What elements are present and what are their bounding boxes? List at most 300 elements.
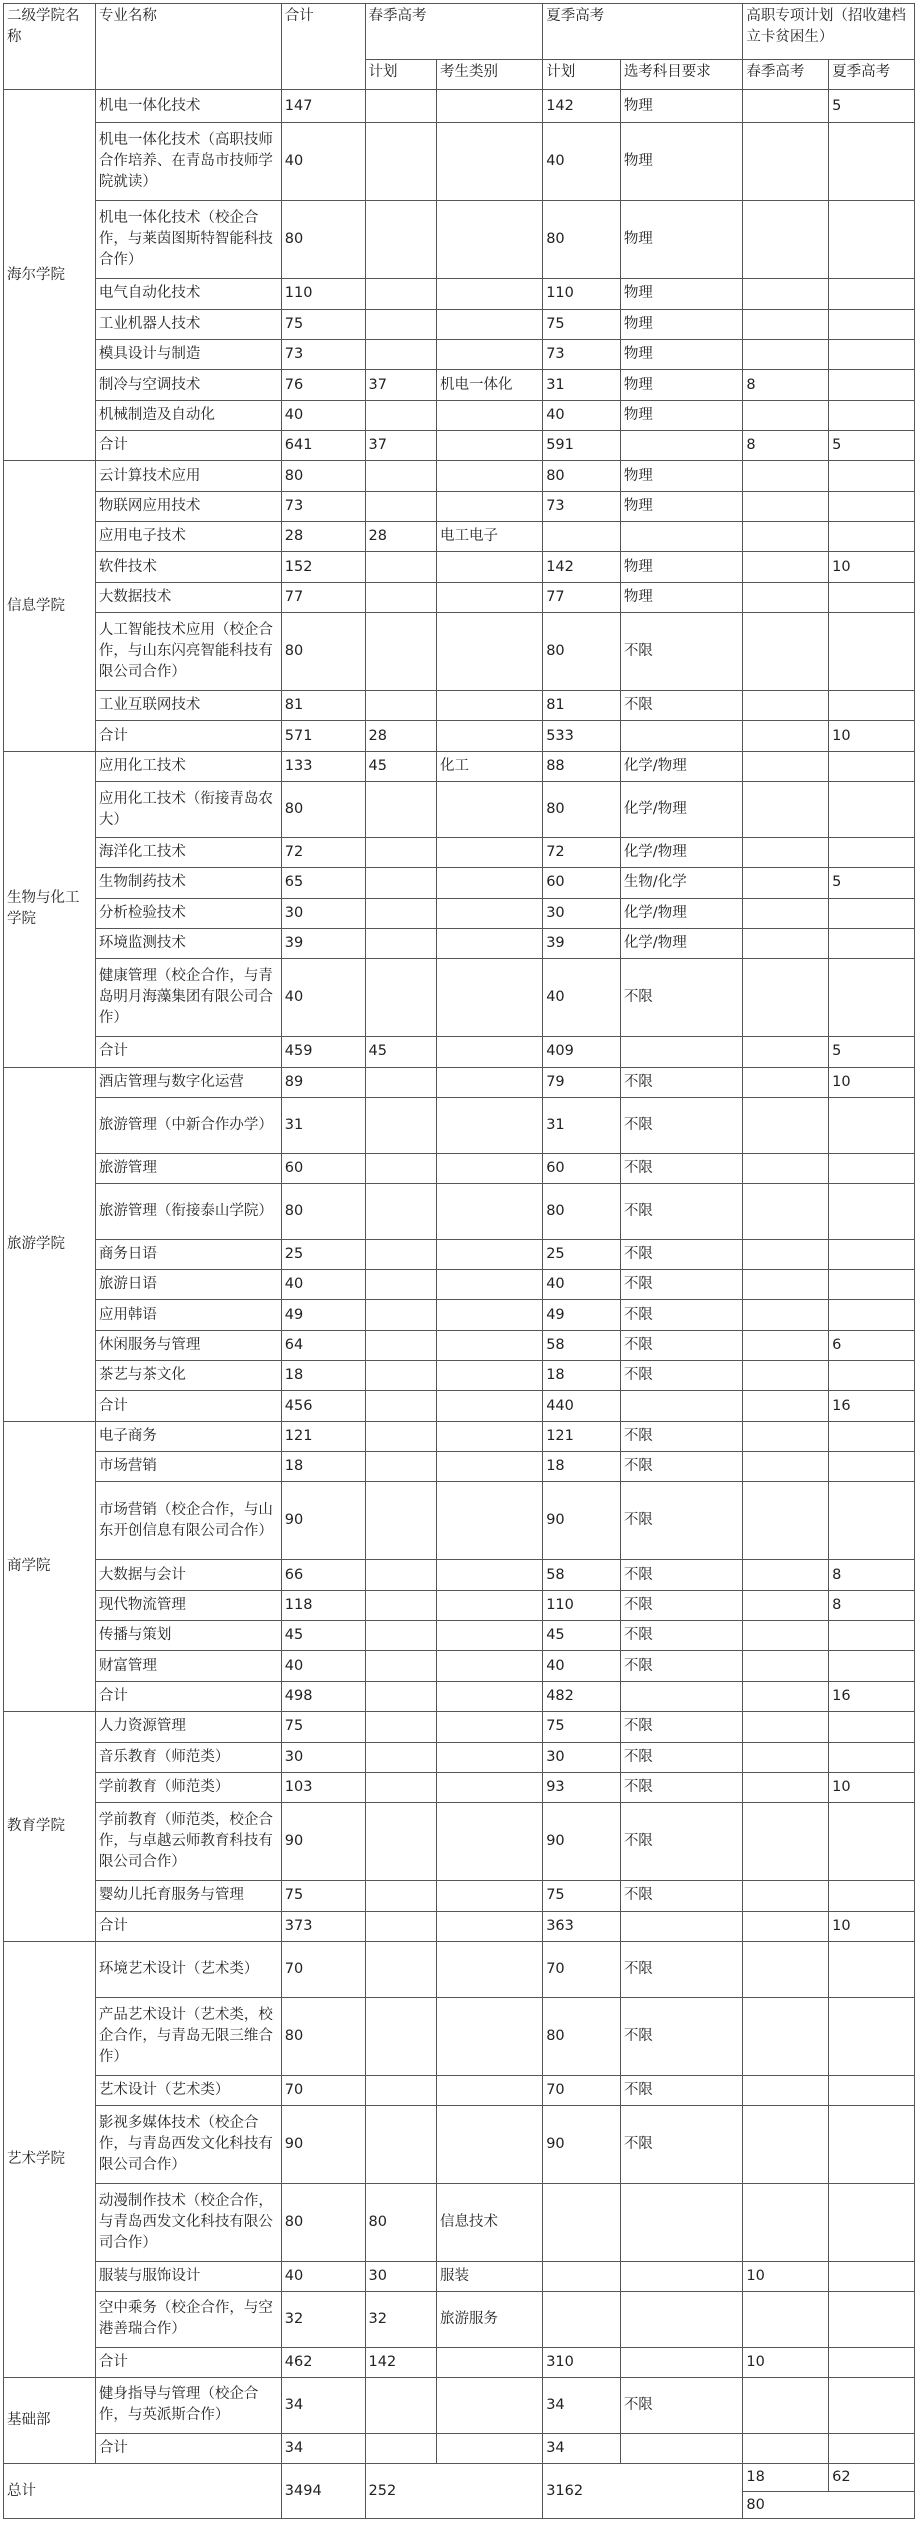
spring-plan <box>365 1391 436 1421</box>
vocational-spring <box>743 1037 829 1067</box>
spring-plan <box>365 1067 436 1097</box>
spring-plan <box>365 339 436 369</box>
spring-plan <box>365 691 436 721</box>
major-name: 软件技术 <box>95 552 281 582</box>
major-name: 健康管理（校企合作，与青岛明月海藻集团有限公司合作） <box>95 959 281 1037</box>
major-name: 婴幼儿托育服务与管理 <box>95 1881 281 1911</box>
major-name: 传播与策划 <box>95 1621 281 1651</box>
subject-requirement: 化学/物理 <box>620 751 743 781</box>
summer-plan: 88 <box>543 751 621 781</box>
summer-plan <box>543 2183 621 2261</box>
total-count: 30 <box>281 898 365 928</box>
summer-plan: 75 <box>543 1712 621 1742</box>
major-name: 生物制药技术 <box>95 868 281 898</box>
total-count: 65 <box>281 868 365 898</box>
subject-requirement: 不限 <box>620 1621 743 1651</box>
vocational-spring <box>743 522 829 552</box>
major-name: 学前教育（师范类，校企合作，与卓越云师教育科技有限公司合作） <box>95 1803 281 1881</box>
spring-category <box>437 1941 543 1997</box>
spring-category <box>437 2347 543 2377</box>
vocational-summer <box>829 2347 915 2377</box>
total-count: 64 <box>281 1330 365 1360</box>
spring-plan <box>365 837 436 867</box>
table-row <box>4 1651 915 1681</box>
spring-plan <box>365 279 436 309</box>
enrollment-plan-table <box>3 3 915 2519</box>
vocational-spring <box>743 2433 829 2463</box>
spring-category <box>437 339 543 369</box>
table-row <box>4 898 915 928</box>
major-name: 应用化工技术 <box>95 751 281 781</box>
spring-plan <box>365 491 436 521</box>
summer-plan: 30 <box>543 898 621 928</box>
subject-requirement: 不限 <box>620 1452 743 1482</box>
subject-requirement <box>620 2292 743 2348</box>
spring-category <box>437 1712 543 1742</box>
subject-requirement: 不限 <box>620 1239 743 1269</box>
summer-plan: 79 <box>543 1067 621 1097</box>
subject-requirement: 不限 <box>620 1590 743 1620</box>
major-name: 大数据技术 <box>95 582 281 612</box>
vocational-summer: 10 <box>829 721 915 751</box>
vocational-summer <box>829 1997 915 2075</box>
spring-plan <box>365 1153 436 1183</box>
summer-plan: 60 <box>543 868 621 898</box>
total-count: 571 <box>281 721 365 751</box>
total-count: 81 <box>281 691 365 721</box>
vocational-spring <box>743 2292 829 2348</box>
table-row <box>4 1330 915 1360</box>
spring-plan <box>365 309 436 339</box>
table-row <box>4 1300 915 1330</box>
major-name: 应用化工技术（衔接青岛农大） <box>95 782 281 838</box>
vocational-spring <box>743 1421 829 1451</box>
vocational-summer <box>829 1941 915 1997</box>
major-name: 环境艺术设计（艺术类） <box>95 1941 281 1997</box>
spring-plan <box>365 1651 436 1681</box>
total-count: 34 <box>281 2378 365 2434</box>
college-name: 教育学院 <box>4 1712 96 1942</box>
subject-requirement <box>620 1037 743 1067</box>
vocational-spring <box>743 1452 829 1482</box>
spring-plan <box>365 2105 436 2183</box>
vocational-summer <box>829 1269 915 1299</box>
header-spring-category: 考生类别 <box>437 59 543 89</box>
spring-plan <box>365 1183 436 1239</box>
spring-category <box>437 1590 543 1620</box>
grand-total-count: 3494 <box>281 2464 365 2519</box>
table-row <box>4 552 915 582</box>
total-count: 60 <box>281 1153 365 1183</box>
vocational-summer <box>829 491 915 521</box>
grand-total-summer: 3162 <box>543 2464 743 2519</box>
summer-plan: 75 <box>543 309 621 339</box>
spring-plan: 30 <box>365 2261 436 2291</box>
major-name: 艺术设计（艺术类） <box>95 2075 281 2105</box>
vocational-summer: 5 <box>829 1037 915 1067</box>
spring-category <box>437 123 543 201</box>
table-row <box>4 2292 915 2348</box>
header-spring-exam: 春季高考 <box>365 4 543 60</box>
vocational-summer <box>829 1300 915 1330</box>
major-name: 分析检验技术 <box>95 898 281 928</box>
total-count: 121 <box>281 1421 365 1451</box>
vocational-spring <box>743 1391 829 1421</box>
header-major: 专业名称 <box>95 4 281 90</box>
vocational-spring <box>743 279 829 309</box>
vocational-spring <box>743 2183 829 2261</box>
vocational-spring <box>743 898 829 928</box>
spring-plan <box>365 1997 436 2075</box>
subject-requirement: 不限 <box>620 1421 743 1451</box>
vocational-spring <box>743 1330 829 1360</box>
summer-plan: 80 <box>543 1997 621 2075</box>
spring-plan: 45 <box>365 1037 436 1067</box>
major-name: 空中乘务（校企合作，与空港善瑞合作） <box>95 2292 281 2348</box>
total-count: 80 <box>281 1997 365 2075</box>
spring-plan <box>365 959 436 1037</box>
summer-plan: 31 <box>543 370 621 400</box>
vocational-spring <box>743 491 829 521</box>
spring-category <box>437 868 543 898</box>
summer-plan: 34 <box>543 2378 621 2434</box>
spring-category <box>437 2378 543 2434</box>
major-name: 合计 <box>95 431 281 461</box>
spring-plan <box>365 898 436 928</box>
header-vocational-plan: 高职专项计划（招收建档立卡贫困生） <box>743 4 915 60</box>
total-count: 133 <box>281 751 365 781</box>
grand-total-label: 总计 <box>4 2464 282 2519</box>
major-name: 学前教育（师范类） <box>95 1772 281 1802</box>
table-row <box>4 1712 915 1742</box>
vocational-spring <box>743 1183 829 1239</box>
total-count: 34 <box>281 2433 365 2463</box>
spring-category <box>437 582 543 612</box>
table-row <box>4 582 915 612</box>
table-row <box>4 959 915 1037</box>
spring-category <box>437 959 543 1037</box>
total-count: 80 <box>281 613 365 691</box>
major-name: 商务日语 <box>95 1239 281 1269</box>
table-row <box>4 837 915 867</box>
subject-requirement: 不限 <box>620 1881 743 1911</box>
vocational-spring <box>743 1941 829 1997</box>
subject-requirement: 不限 <box>620 1742 743 1772</box>
vocational-spring <box>743 959 829 1037</box>
major-name: 合计 <box>95 1037 281 1067</box>
major-name: 产品艺术设计（艺术类，校企合作，与青岛无限三维合作） <box>95 1997 281 2075</box>
vocational-spring <box>743 1742 829 1772</box>
total-count: 73 <box>281 339 365 369</box>
header-row-1 <box>4 4 915 60</box>
spring-category <box>437 1269 543 1299</box>
table-row <box>4 1742 915 1772</box>
subject-requirement: 物理 <box>620 400 743 430</box>
vocational-summer <box>829 1239 915 1269</box>
vocational-spring <box>743 2075 829 2105</box>
spring-category: 电工电子 <box>437 522 543 552</box>
summer-plan: 30 <box>543 1742 621 1772</box>
major-name: 合计 <box>95 1681 281 1711</box>
table-row <box>4 2261 915 2291</box>
total-count: 40 <box>281 2261 365 2291</box>
major-name: 服装与服饰设计 <box>95 2261 281 2291</box>
vocational-spring <box>743 461 829 491</box>
spring-plan: 37 <box>365 370 436 400</box>
summer-plan: 39 <box>543 928 621 958</box>
vocational-spring <box>743 1651 829 1681</box>
summer-plan: 18 <box>543 1452 621 1482</box>
spring-category <box>437 279 543 309</box>
subject-requirement: 不限 <box>620 1097 743 1153</box>
spring-plan <box>365 2075 436 2105</box>
spring-category <box>437 1067 543 1097</box>
vocational-summer <box>829 1452 915 1482</box>
vocational-summer <box>829 837 915 867</box>
spring-category <box>437 1097 543 1153</box>
subject-requirement: 不限 <box>620 1803 743 1881</box>
subject-requirement: 不限 <box>620 2075 743 2105</box>
table-row <box>4 370 915 400</box>
vocational-summer: 10 <box>829 1067 915 1097</box>
spring-category <box>437 400 543 430</box>
table-row <box>4 1941 915 1997</box>
spring-category <box>437 898 543 928</box>
subject-requirement: 物理 <box>620 461 743 491</box>
vocational-summer <box>829 1621 915 1651</box>
summer-plan: 75 <box>543 1881 621 1911</box>
subject-requirement: 不限 <box>620 2105 743 2183</box>
spring-category <box>437 2075 543 2105</box>
grand-total-vocational-spring: 18 <box>743 2464 829 2492</box>
total-count: 40 <box>281 400 365 430</box>
subtotal-row <box>4 2347 915 2377</box>
spring-category: 机电一体化 <box>437 370 543 400</box>
major-name: 休闲服务与管理 <box>95 1330 281 1360</box>
grand-total-row <box>4 2464 915 2492</box>
vocational-summer: 8 <box>829 1590 915 1620</box>
vocational-summer <box>829 1361 915 1391</box>
grand-total-vocational-sum: 80 <box>743 2492 915 2519</box>
header-spring-plan: 计划 <box>365 59 436 89</box>
header-vocational-summer: 夏季高考 <box>829 59 915 89</box>
spring-category <box>437 1997 543 2075</box>
spring-category <box>437 431 543 461</box>
subject-requirement: 不限 <box>620 1941 743 1997</box>
spring-category <box>437 90 543 123</box>
spring-plan <box>365 1482 436 1560</box>
vocational-spring <box>743 782 829 838</box>
major-name: 合计 <box>95 1911 281 1941</box>
college-name: 基础部 <box>4 2378 96 2464</box>
table-row <box>4 279 915 309</box>
subject-requirement: 不限 <box>620 1997 743 2075</box>
major-name: 机电一体化技术（高职技师合作培养、在青岛市技师学院就读） <box>95 123 281 201</box>
table-row <box>4 1482 915 1560</box>
spring-plan <box>365 1452 436 1482</box>
vocational-summer <box>829 959 915 1037</box>
major-name: 合计 <box>95 2347 281 2377</box>
summer-plan: 533 <box>543 721 621 751</box>
vocational-summer <box>829 898 915 928</box>
spring-category <box>437 1330 543 1360</box>
subject-requirement: 物理 <box>620 90 743 123</box>
vocational-spring <box>743 2378 829 2434</box>
table-row <box>4 1153 915 1183</box>
subject-requirement: 不限 <box>620 1482 743 1560</box>
table-row <box>4 339 915 369</box>
table-row <box>4 1803 915 1881</box>
total-count: 40 <box>281 123 365 201</box>
vocational-spring <box>743 1590 829 1620</box>
vocational-spring: 8 <box>743 431 829 461</box>
table-row <box>4 1772 915 1802</box>
spring-category: 服装 <box>437 2261 543 2291</box>
vocational-spring <box>743 1772 829 1802</box>
vocational-spring <box>743 1881 829 1911</box>
vocational-spring: 10 <box>743 2347 829 2377</box>
spring-plan: 28 <box>365 721 436 751</box>
summer-plan: 58 <box>543 1330 621 1360</box>
grand-total-spring: 252 <box>365 2464 543 2519</box>
vocational-spring <box>743 1712 829 1742</box>
summer-plan: 80 <box>543 461 621 491</box>
major-name: 物联网应用技术 <box>95 491 281 521</box>
total-count: 462 <box>281 2347 365 2377</box>
vocational-summer <box>829 691 915 721</box>
subject-requirement <box>620 2347 743 2377</box>
major-name: 健身指导与管理（校企合作，与英派斯合作） <box>95 2378 281 2434</box>
subject-requirement: 不限 <box>620 1153 743 1183</box>
vocational-spring <box>743 691 829 721</box>
table-row <box>4 201 915 279</box>
header-vocational-spring: 春季高考 <box>743 59 829 89</box>
major-name: 旅游管理（衔接泰山学院） <box>95 1183 281 1239</box>
total-count: 90 <box>281 1482 365 1560</box>
vocational-spring <box>743 1153 829 1183</box>
header-subject-requirement: 选考科目要求 <box>620 59 743 89</box>
total-count: 25 <box>281 1239 365 1269</box>
spring-category <box>437 2433 543 2463</box>
total-count: 70 <box>281 2075 365 2105</box>
college-name: 海尔学院 <box>4 90 96 461</box>
college-name: 商学院 <box>4 1421 96 1711</box>
major-name: 市场营销（校企合作，与山东开创信息有限公司合作） <box>95 1482 281 1560</box>
spring-category <box>437 721 543 751</box>
summer-plan: 25 <box>543 1239 621 1269</box>
spring-category <box>437 1881 543 1911</box>
major-name: 工业互联网技术 <box>95 691 281 721</box>
vocational-spring <box>743 1803 829 1881</box>
subject-requirement: 不限 <box>620 1712 743 1742</box>
vocational-spring <box>743 1300 829 1330</box>
total-count: 498 <box>281 1681 365 1711</box>
spring-plan <box>365 1803 436 1881</box>
spring-plan <box>365 1361 436 1391</box>
total-count: 459 <box>281 1037 365 1067</box>
spring-plan <box>365 1742 436 1772</box>
table-row <box>4 2105 915 2183</box>
spring-plan <box>365 461 436 491</box>
vocational-spring <box>743 751 829 781</box>
total-count: 152 <box>281 552 365 582</box>
summer-plan: 60 <box>543 1153 621 1183</box>
vocational-summer: 5 <box>829 90 915 123</box>
subtotal-row <box>4 1911 915 1941</box>
spring-plan: 80 <box>365 2183 436 2261</box>
major-name: 云计算技术应用 <box>95 461 281 491</box>
summer-plan: 90 <box>543 2105 621 2183</box>
spring-plan <box>365 1330 436 1360</box>
vocational-summer <box>829 1421 915 1451</box>
total-count: 90 <box>281 2105 365 2183</box>
summer-plan <box>543 2292 621 2348</box>
table-row <box>4 491 915 521</box>
spring-plan <box>365 123 436 201</box>
vocational-summer: 8 <box>829 1560 915 1590</box>
vocational-summer <box>829 279 915 309</box>
vocational-spring <box>743 1239 829 1269</box>
vocational-spring <box>743 1997 829 2075</box>
vocational-summer: 6 <box>829 1330 915 1360</box>
summer-plan <box>543 2261 621 2291</box>
spring-plan <box>365 1269 436 1299</box>
vocational-spring <box>743 1361 829 1391</box>
major-name: 影视多媒体技术（校企合作，与青岛西发文化科技有限公司合作） <box>95 2105 281 2183</box>
subject-requirement <box>620 2183 743 2261</box>
vocational-summer <box>829 2261 915 2291</box>
college-name: 艺术学院 <box>4 1941 96 2377</box>
total-count: 75 <box>281 309 365 339</box>
spring-category <box>437 691 543 721</box>
major-name: 酒店管理与数字化运营 <box>95 1067 281 1097</box>
vocational-spring <box>743 837 829 867</box>
header-total: 合计 <box>281 4 365 90</box>
total-count: 75 <box>281 1712 365 1742</box>
total-count: 40 <box>281 1269 365 1299</box>
spring-plan <box>365 1712 436 1742</box>
subject-requirement: 物理 <box>620 309 743 339</box>
spring-category <box>437 837 543 867</box>
vocational-summer <box>829 751 915 781</box>
table-row <box>4 782 915 838</box>
table-row <box>4 868 915 898</box>
summer-plan: 34 <box>543 2433 621 2463</box>
vocational-summer <box>829 1742 915 1772</box>
major-name: 机电一体化技术 <box>95 90 281 123</box>
vocational-summer <box>829 339 915 369</box>
summer-plan: 73 <box>543 339 621 369</box>
table-row <box>4 1269 915 1299</box>
summer-plan: 142 <box>543 90 621 123</box>
table-row <box>4 2378 915 2434</box>
subject-requirement: 不限 <box>620 1183 743 1239</box>
subject-requirement: 不限 <box>620 1651 743 1681</box>
table-row <box>4 928 915 958</box>
vocational-summer <box>829 1712 915 1742</box>
major-name: 工业机器人技术 <box>95 309 281 339</box>
major-name: 现代物流管理 <box>95 1590 281 1620</box>
table-row <box>4 1067 915 1097</box>
vocational-spring <box>743 1621 829 1651</box>
spring-plan <box>365 868 436 898</box>
major-name: 电气自动化技术 <box>95 279 281 309</box>
vocational-summer: 10 <box>829 1911 915 1941</box>
vocational-spring <box>743 1269 829 1299</box>
subject-requirement: 不限 <box>620 2378 743 2434</box>
spring-plan <box>365 1681 436 1711</box>
spring-category <box>437 2105 543 2183</box>
